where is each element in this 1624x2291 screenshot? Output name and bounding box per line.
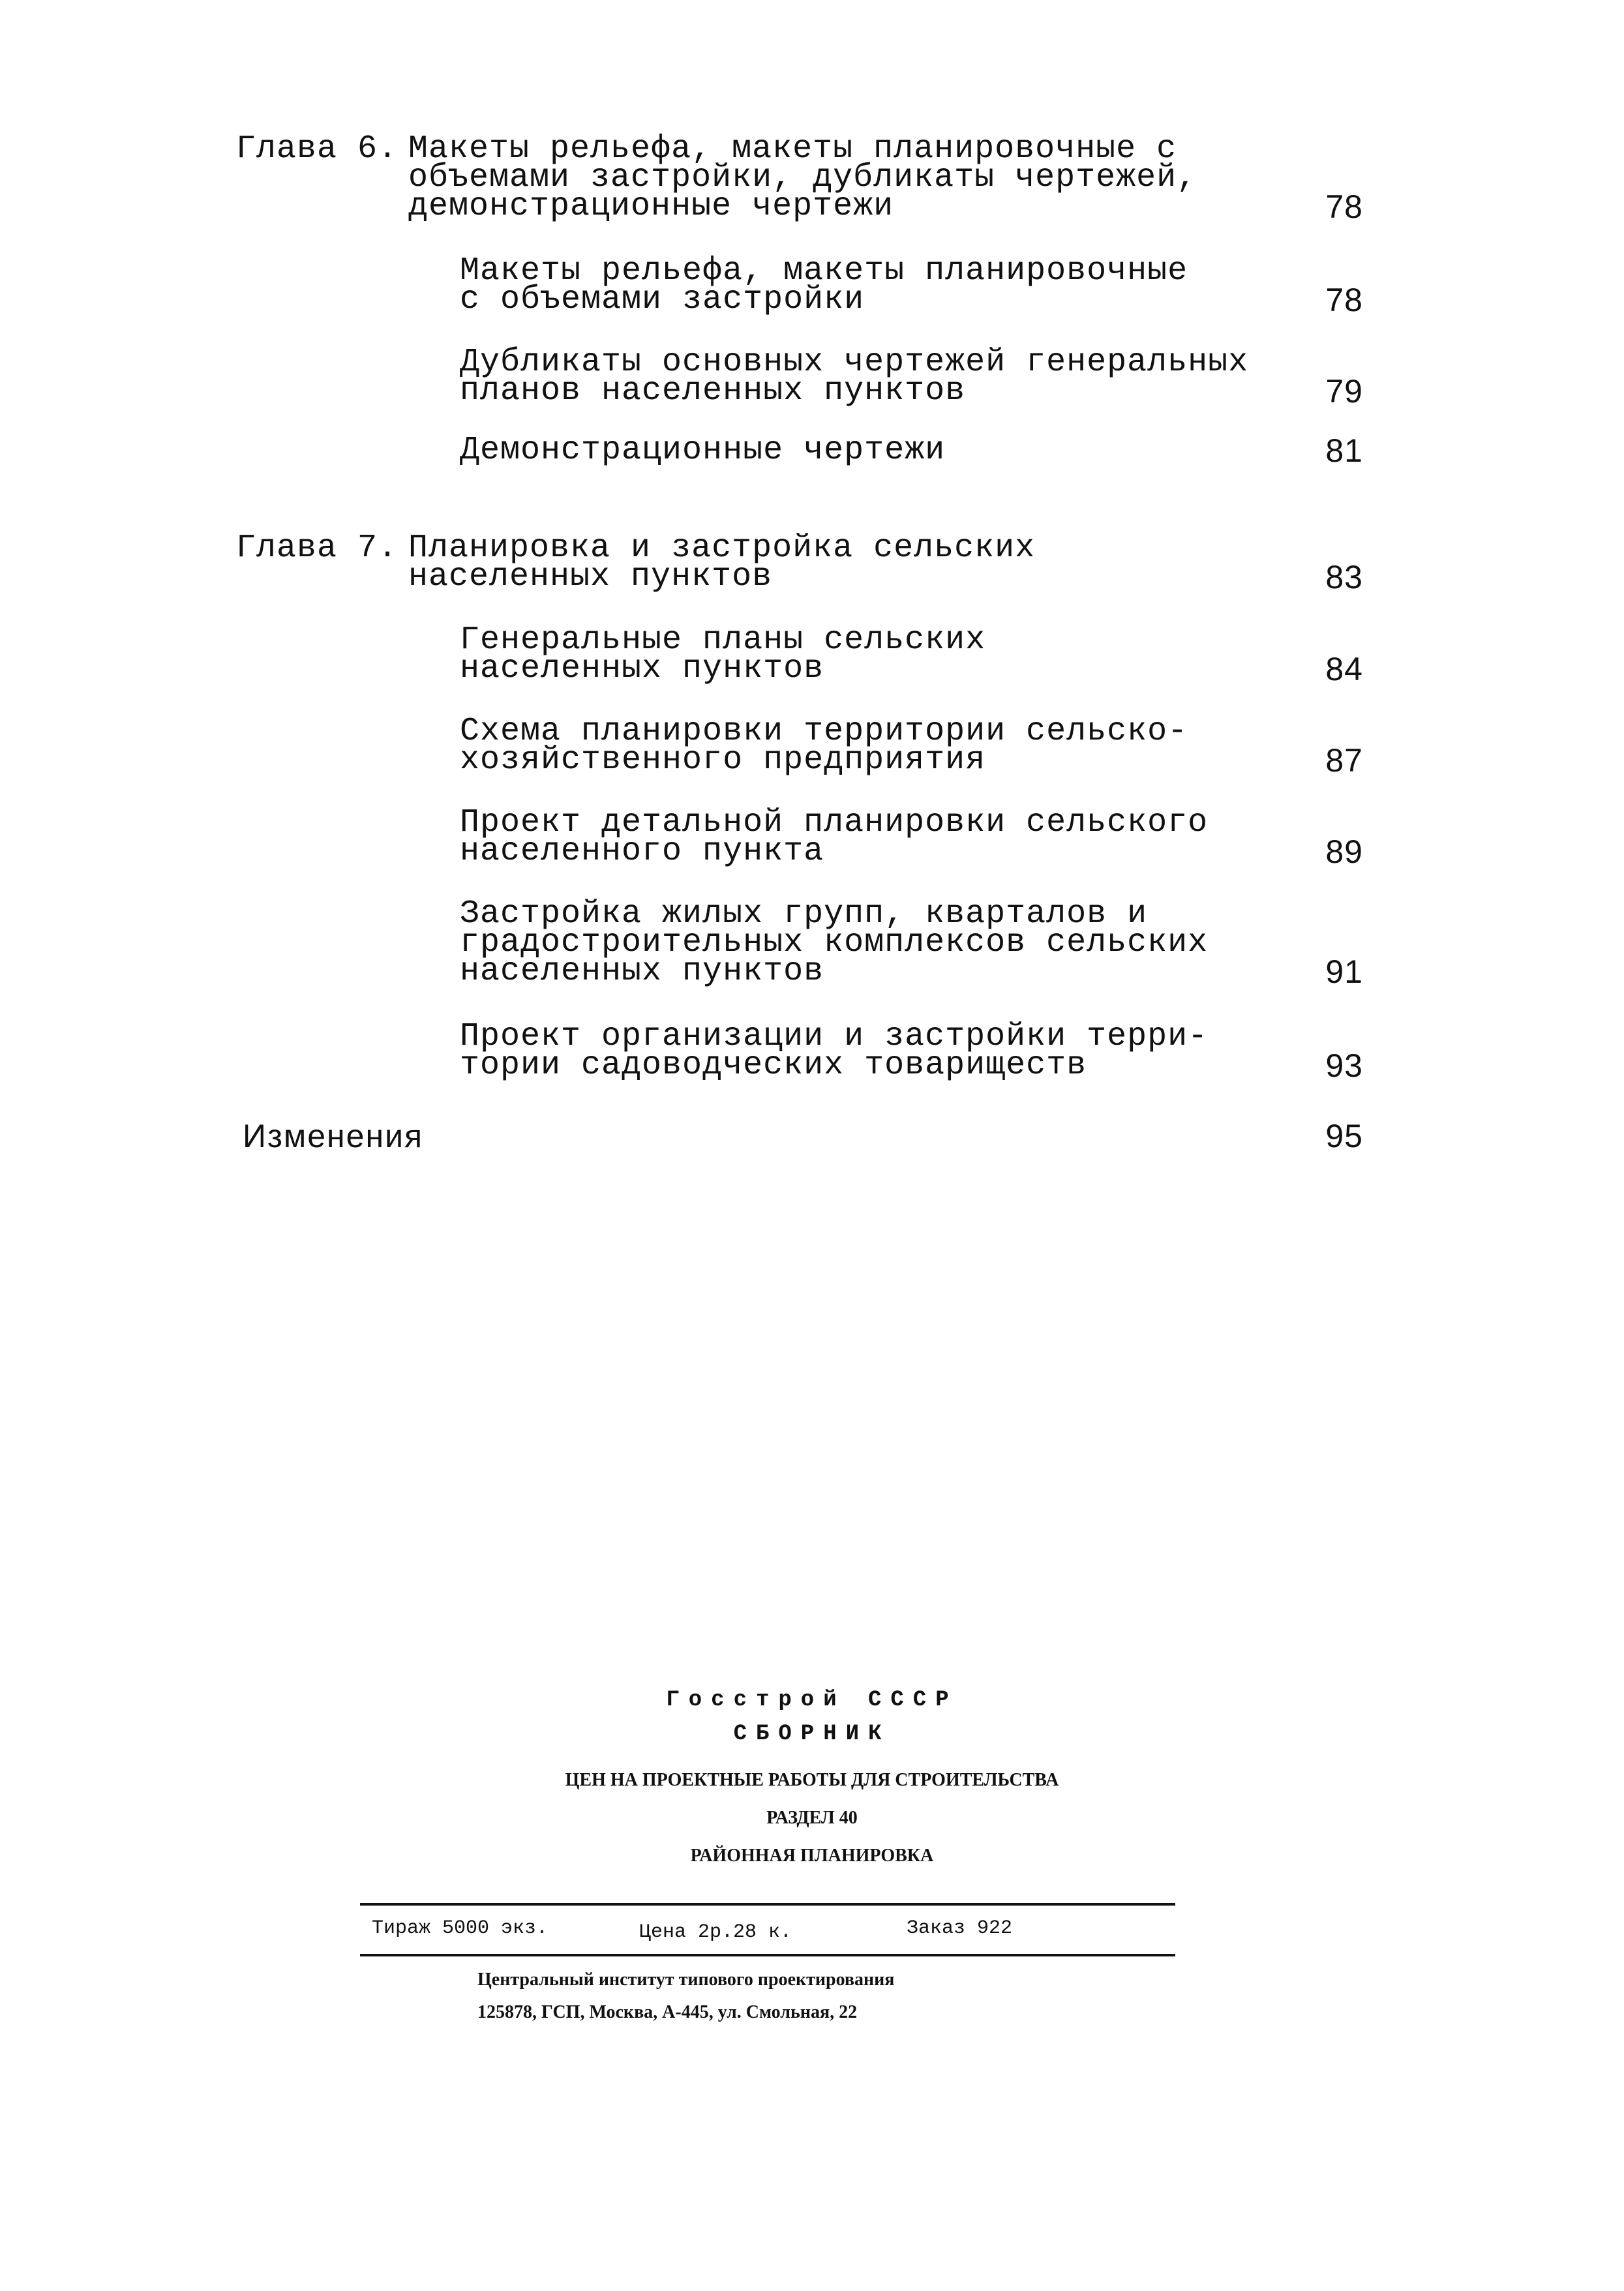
subsection-title-line: тории садоводческих товариществ bbox=[460, 1047, 1087, 1084]
subsection-title bbox=[460, 713, 1308, 779]
imprint-subtitle: ЦЕН НА ПРОЕКТНЫЕ РАБОТЫ ДЛЯ СТРОИТЕЛЬСТВА bbox=[565, 1770, 1059, 1790]
subsection-title-line: Генеральные планы сельских bbox=[460, 621, 986, 659]
chapter-7-label: Глава 7. bbox=[236, 530, 398, 567]
chapter-6-title-line: демонстрационные чертежи bbox=[408, 188, 894, 225]
subsection-title bbox=[460, 804, 1308, 870]
changes-entry[interactable] bbox=[0, 1120, 1624, 1160]
chapter-6-entry[interactable] bbox=[0, 130, 1624, 232]
toc-subsection[interactable] bbox=[0, 344, 1624, 412]
order-text: Заказ 922 bbox=[907, 1917, 1013, 1939]
subsection-title-line: Проект детальной планировки сельского bbox=[460, 804, 1209, 841]
chapter-7-title bbox=[408, 530, 1256, 595]
chapter-7-title-line: населенных пунктов bbox=[408, 558, 773, 595]
subsection-page-number: 84 bbox=[1325, 651, 1363, 687]
chapter-6-title bbox=[408, 130, 1256, 225]
subsection-title-line: градостроительных комплексов сельских bbox=[460, 924, 1209, 961]
subsection-page-number: 79 bbox=[1325, 373, 1363, 410]
changes-page-number: 95 bbox=[1325, 1118, 1363, 1154]
chapter-6-page-number: 78 bbox=[1325, 188, 1363, 225]
subsection-title bbox=[460, 432, 1308, 469]
subsection-title-line: Демонстрационные чертежи bbox=[460, 432, 946, 469]
subsection-title-line: Застройка жилых групп, кварталов и bbox=[460, 895, 1148, 933]
top-divider bbox=[360, 1903, 1175, 1906]
toc-subsection[interactable] bbox=[0, 804, 1624, 873]
publisher-address: 125878, ГСП, Москва, А-445, ул. Смольная, 22 bbox=[477, 2002, 858, 2022]
subsection-page-number: 87 bbox=[1325, 742, 1363, 779]
subsection-title bbox=[460, 252, 1308, 318]
subsection-page-number: 91 bbox=[1325, 953, 1363, 990]
subsection-page-number: 93 bbox=[1325, 1047, 1363, 1084]
price-text: Цена 2р.28 к. bbox=[639, 1921, 792, 1943]
chapter-7-entry[interactable] bbox=[0, 530, 1624, 598]
subsection-title-line: населенного пункта bbox=[460, 833, 824, 870]
subsection-title-line: планов населенных пунктов bbox=[460, 372, 966, 410]
subsection-title bbox=[460, 621, 1308, 687]
imprint-collection: СБОРНИК bbox=[733, 1722, 891, 1746]
bottom-divider bbox=[360, 1954, 1175, 1956]
tirage-text: Тираж 5000 экз. bbox=[372, 1917, 549, 1939]
subsection-title bbox=[460, 895, 1308, 990]
subsection-page-number: 89 bbox=[1325, 833, 1363, 870]
toc-subsection[interactable] bbox=[0, 621, 1624, 690]
subsection-page-number: 81 bbox=[1325, 432, 1363, 469]
chapter-7-title-line: Планировка и застройка сельских bbox=[408, 530, 1036, 567]
toc-subsection[interactable] bbox=[0, 713, 1624, 781]
subsection-page-number: 78 bbox=[1325, 282, 1363, 318]
print-details bbox=[372, 1917, 1154, 1943]
subsection-title-line: с объемами застройки bbox=[460, 281, 865, 318]
chapter-6-title-line: объемами застройки, дубликаты чертежей, bbox=[408, 159, 1197, 196]
subsection-title bbox=[460, 344, 1308, 410]
subsection-title-line: хозяйственного предприятия bbox=[460, 741, 986, 779]
chapter-6-label: Глава 6. bbox=[236, 130, 398, 168]
subsection-title-line: Макеты рельефа, макеты планировочные bbox=[460, 252, 1188, 290]
subsection-title bbox=[460, 1018, 1308, 1084]
imprint-section: РАЗДЕЛ 40 bbox=[766, 1808, 858, 1828]
imprint-org: Госстрой СССР bbox=[666, 1688, 958, 1713]
toc-subsection[interactable] bbox=[0, 432, 1624, 474]
toc-subsection[interactable] bbox=[0, 895, 1624, 996]
toc-subsection[interactable] bbox=[0, 1018, 1624, 1086]
imprint-section-name: РАЙОННАЯ ПЛАНИРОВКА bbox=[690, 1846, 934, 1866]
chapter-6-title-line: Макеты рельефа, макеты планировочные с bbox=[408, 130, 1177, 168]
subsection-title-line: населенных пунктов bbox=[460, 953, 824, 990]
changes-label: Изменения bbox=[243, 1118, 424, 1154]
chapter-7-page-number: 83 bbox=[1325, 559, 1363, 595]
subsection-title-line: Дубликаты основных чертежей генеральных bbox=[460, 344, 1249, 381]
subsection-title-line: населенных пунктов bbox=[460, 650, 824, 687]
toc-subsection[interactable] bbox=[0, 252, 1624, 321]
subsection-title-line: Схема планировки территории сельско- bbox=[460, 713, 1188, 750]
publisher-name: Центральный институт типового проектирования bbox=[477, 1969, 895, 1990]
subsection-title-line: Проект организации и застройки терри- bbox=[460, 1018, 1209, 1055]
